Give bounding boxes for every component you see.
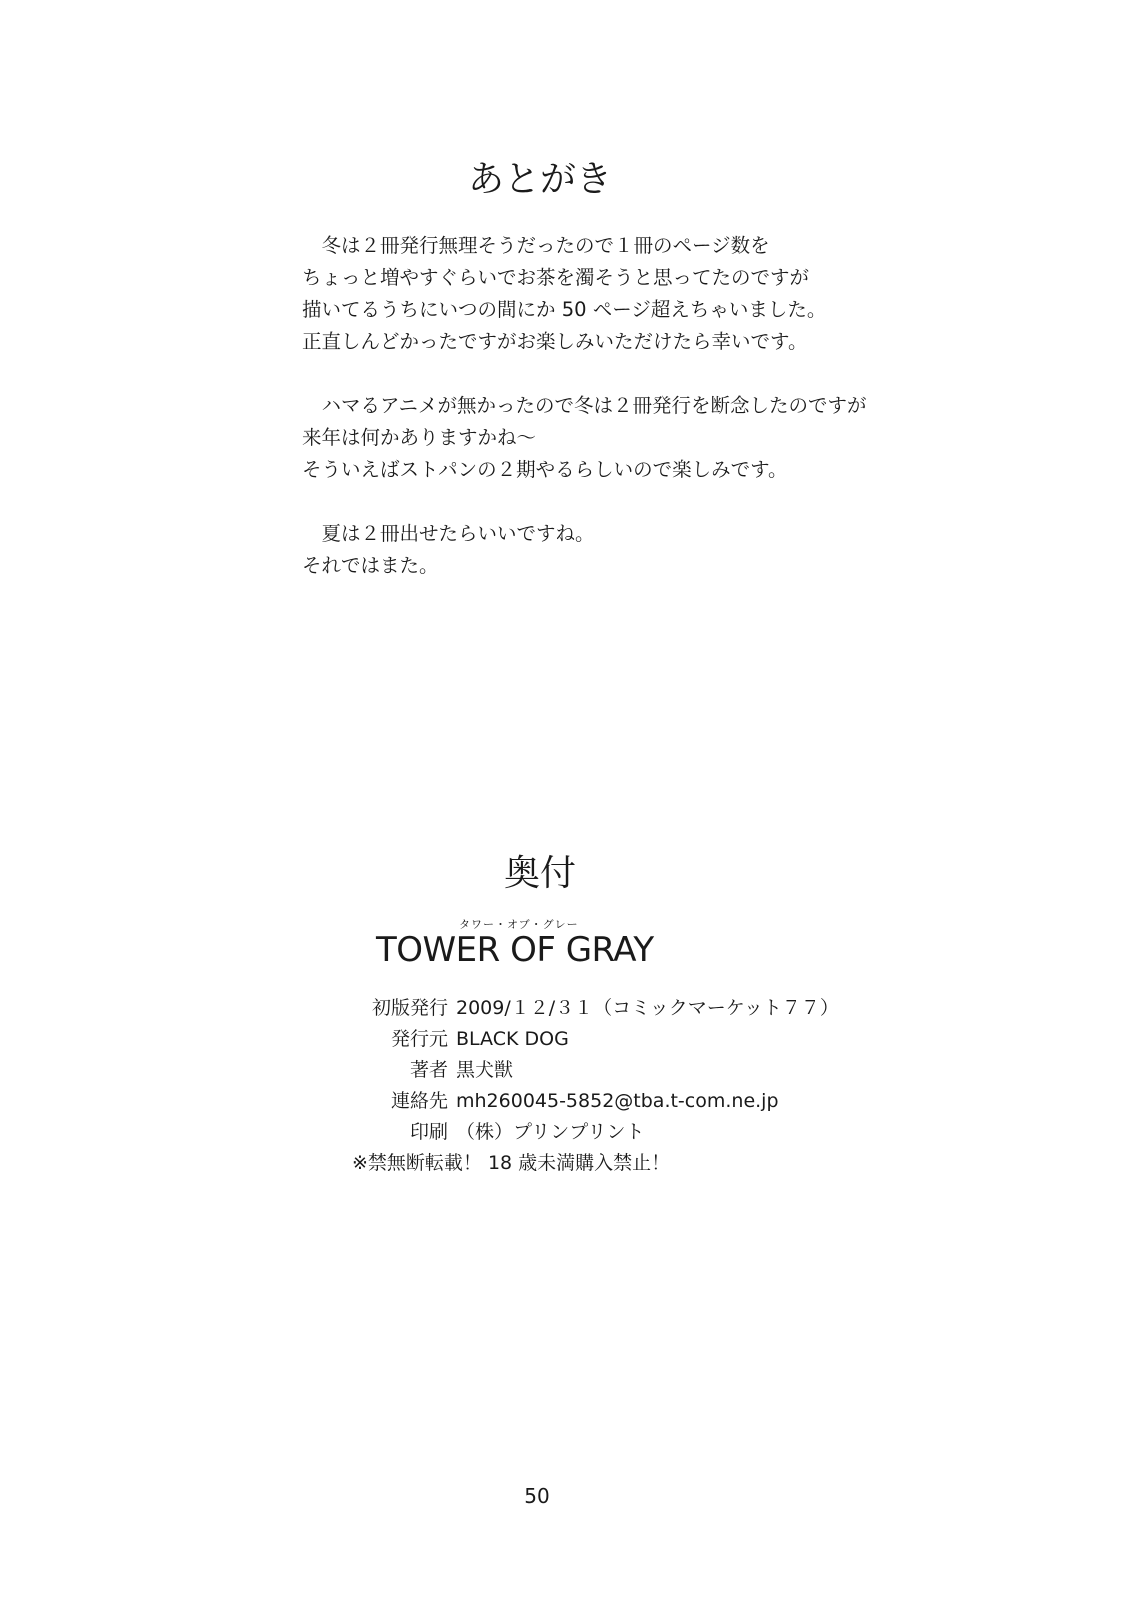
reproduction-notice: ※禁無断転載！ 18 歳未満購入禁止！	[352, 1152, 671, 1174]
afterword-title: あとがき	[467, 159, 612, 200]
page-number: 50	[524, 1484, 550, 1508]
colophon-label: 発行元	[390, 1028, 448, 1050]
afterword-line: 冬は２冊発行無理そうだったので１冊のページ数を	[302, 234, 770, 257]
afterword-line: 正直しんどかったですがお楽しみいただけたら幸いです。	[302, 330, 808, 353]
book-title: TOWER OF GRAY	[376, 930, 654, 970]
afterword-line: 描いてるうちにいつの間にか 50 ページ超えちゃいました。	[302, 298, 827, 321]
colophon-label: 印刷	[409, 1121, 448, 1143]
afterword-line: ちょっと増やすぐらいでお茶を濁そうと思ってたのですが	[302, 266, 810, 289]
colophon-title: 奥付	[503, 853, 576, 894]
colophon-label: 著者	[409, 1059, 448, 1081]
paragraph-gap	[302, 358, 942, 390]
colophon-label: 連絡先	[390, 1090, 448, 1112]
afterword-line: 夏は２冊出せたらいいですね。	[302, 522, 595, 545]
colophon-row-contact	[352, 1086, 912, 1117]
afterword-body	[302, 230, 942, 582]
colophon-label: 初版発行	[371, 997, 448, 1019]
colophon-table	[352, 993, 912, 1179]
afterword-line: ハマるアニメが無かったので冬は２冊発行を断念したのですが	[302, 394, 867, 417]
afterword-line: 来年は何かありますかね～	[302, 426, 537, 449]
paragraph-gap	[302, 486, 942, 518]
colophon-row-author	[352, 1055, 912, 1086]
colophon-row-first-edition	[352, 993, 912, 1024]
colophon-value: 黒犬獣	[456, 1059, 514, 1081]
colophon-value: BLACK DOG	[456, 1028, 569, 1050]
colophon-row-publisher	[352, 1024, 912, 1055]
colophon-value: （株）プリンプリント	[456, 1121, 645, 1143]
afterword-line: そういえばストパンの２期やるらしいので楽しみです。	[302, 458, 788, 481]
colophon-row-printer	[352, 1117, 912, 1148]
afterword-line: それではまた。	[302, 554, 439, 577]
colophon-value: 2009/１２/３１（コミックマーケット７７）	[456, 997, 839, 1019]
book-title-ruby: タワー・オブ・グレー	[459, 918, 579, 931]
colophon-notice-row	[352, 1148, 912, 1179]
contact-email: mh260045-5852@tba.t-com.ne.jp	[456, 1090, 779, 1112]
